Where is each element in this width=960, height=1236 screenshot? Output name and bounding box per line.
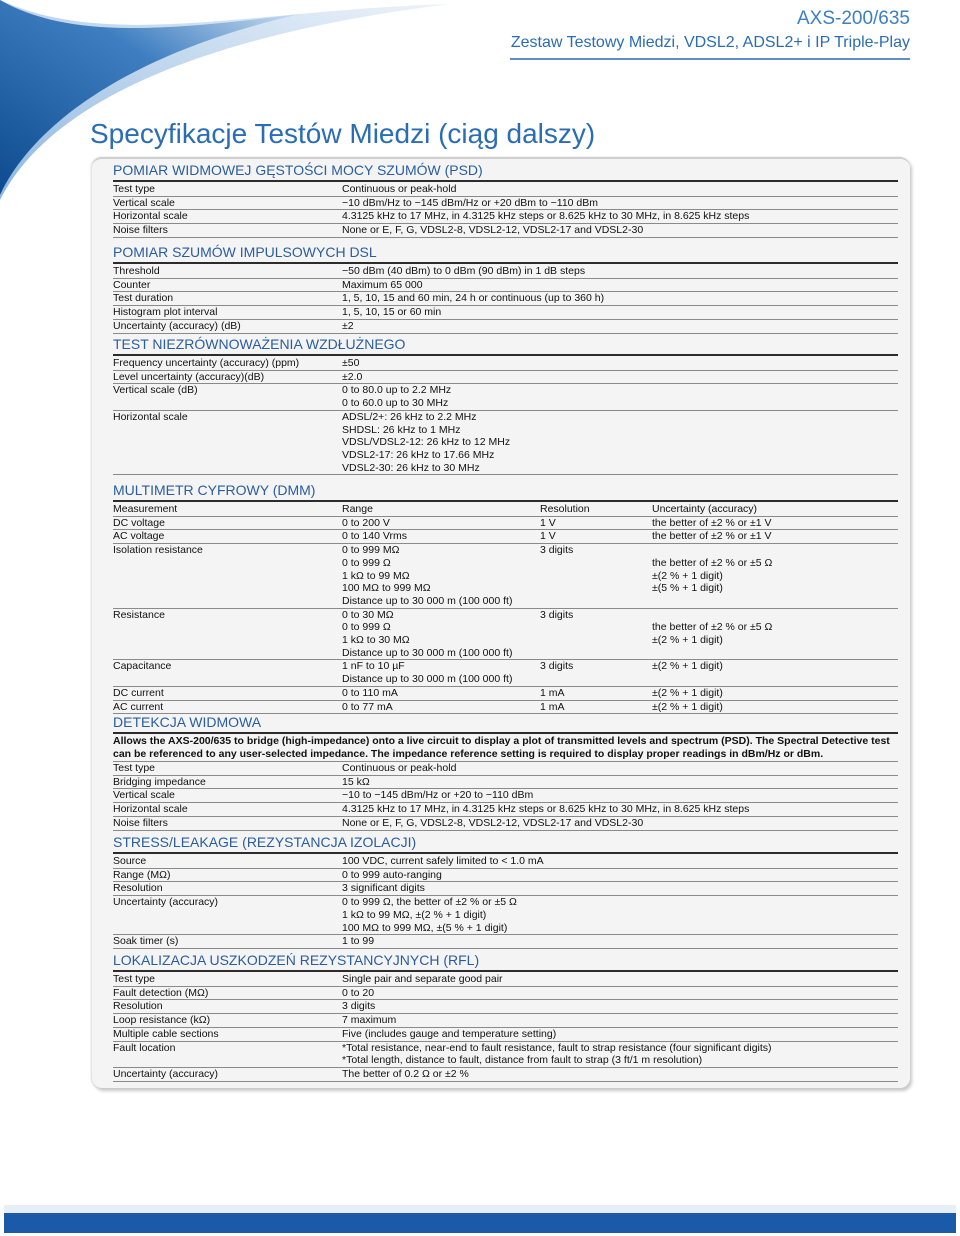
- spec-table: [113, 855, 898, 949]
- table-row: [113, 530, 898, 544]
- row-value: 1 to 99: [342, 935, 375, 948]
- table-row: [113, 411, 898, 476]
- table-row: [113, 224, 898, 238]
- section-heading: DETEKCJA WIDMOWA: [113, 712, 898, 734]
- rfl-section: [113, 950, 898, 1082]
- uncertainty-cell: ±(2 % + 1 digit): [652, 700, 723, 713]
- row-label: Resolution: [113, 882, 163, 895]
- table-row: [113, 687, 898, 701]
- table-row: [113, 544, 898, 609]
- table-row: [113, 789, 898, 803]
- row-value: 1, 5, 10, 15 and 60 min, 24 h or continuous (up to 360 h): [342, 292, 605, 305]
- table-row: [113, 973, 898, 987]
- section-heading: TEST NIEZRÓWNOWAŻENIA WZDŁUŻNEGO: [113, 334, 898, 356]
- table-row: [113, 869, 898, 883]
- table-row: [113, 183, 898, 197]
- row-value: ADSL/2+: 26 kHz to 2.2 MHz SHDSL: 26 kHz to 1 MHz VDSL/VDSL2-12: 26 kHz to 12 MHz VDSL2-17: 26 kHz to 17.66 MHz VDSL2-30: 26 kHz to 30 MHz: [342, 410, 511, 474]
- section-heading: LOKALIZACJA USZKODZEŃ REZYSTANCYJNYCH (RFL): [113, 950, 898, 972]
- resolution-cell: 3 digits: [540, 544, 574, 557]
- row-label: Bridging impedance: [113, 775, 206, 788]
- row-label: Level uncertainty (accuracy)(dB): [113, 370, 265, 383]
- row-label: Counter: [113, 278, 151, 291]
- resolution-cell: 3 digits: [540, 660, 574, 673]
- product-subtitle: Zestaw Testowy Miedzi, VDSL2, ADSL2+ i IP Triple-Play: [510, 34, 910, 51]
- table-row: [113, 817, 898, 831]
- row-label: Vertical scale: [113, 789, 175, 802]
- range-cell: 0 to 999 MΩ 0 to 999 Ω 1 kΩ to 99 MΩ 100 MΩ to 999 MΩ Distance up to 30 000 m (100 000 ft): [342, 544, 513, 607]
- table-header-row: [113, 503, 898, 517]
- row-value: *Total resistance, near-end to fault resistance, fault to strap resistance (four significant digits) *Total length, distance to fault, distance from fault to strap (3 ft/1 m resolution): [342, 1041, 772, 1067]
- table-row: [113, 517, 898, 531]
- row-label: Multiple cable sections: [113, 1027, 219, 1040]
- table-row: [113, 197, 898, 211]
- uncertainty-cell: ±(2 % + 1 digit): [652, 660, 723, 673]
- row-value: 0 to 80.0 up to 2.2 MHz 0 to 60.0 up to 30 MHz: [342, 384, 452, 410]
- spec-table: [113, 357, 898, 475]
- row-value: 0 to 20: [342, 986, 375, 999]
- row-value: Continuous or peak-hold: [342, 762, 457, 774]
- measurement-cell: Resistance: [113, 608, 165, 621]
- range-cell: 0 to 110 mA: [342, 686, 398, 699]
- table-row: [113, 776, 898, 790]
- table-row: [113, 855, 898, 869]
- table-row: [113, 265, 898, 279]
- section-intro: Allows the AXS-200/635 to bridge (high-impedance) onto a live circuit to display a plot of transmitted levels and spectrum (PSD). The Spectral Detective test can be referenced to any user-selected impedance. The impedance reference setting is required to display proper readings in dBm/Hz or dBm.: [113, 735, 898, 762]
- uncertainty-cell: the better of ±2 % or ±5 Ω ±(2 % + 1 digit): [652, 621, 773, 647]
- row-label: Uncertainty (accuracy): [113, 1067, 219, 1080]
- row-label: Vertical scale: [113, 196, 175, 209]
- measurement-cell: AC current: [113, 700, 164, 713]
- measurement-cell: DC voltage: [113, 516, 165, 529]
- uncertainty-cell: the better of ±2 % or ±5 Ω ±(2 % + 1 digit) ±(5 % + 1 digit): [652, 556, 773, 595]
- row-value: 0 to 999 auto-ranging: [342, 868, 442, 881]
- range-cell: 0 to 30 MΩ 0 to 999 Ω 1 kΩ to 30 MΩ Distance up to 30 000 m (100 000 ft): [342, 608, 513, 659]
- row-value: Five (includes gauge and temperature setting): [342, 1027, 557, 1040]
- row-label: Test type: [113, 183, 156, 195]
- table-row: [113, 762, 898, 776]
- row-label: Soak timer (s): [113, 935, 179, 948]
- row-value: The better of 0.2 Ω or ±2 %: [342, 1067, 469, 1080]
- row-value: 3 significant digits: [342, 882, 425, 895]
- measurement-cell: DC current: [113, 686, 164, 699]
- row-label: Fault location: [113, 1041, 176, 1054]
- table-row: [113, 896, 898, 935]
- row-value: None or E, F, G, VDSL2-8, VDSL2-12, VDSL2-17 and VDSL2-30: [342, 224, 644, 237]
- column-header: Uncertainty (accuracy): [652, 503, 758, 515]
- row-label: Noise filters: [113, 224, 168, 237]
- table-row: [113, 306, 898, 320]
- row-label: Fault detection (MΩ): [113, 986, 209, 999]
- row-value: ±50: [342, 357, 360, 369]
- spec-table: [113, 517, 898, 715]
- row-label: Horizontal scale: [113, 210, 188, 223]
- dmm-section: [113, 480, 898, 714]
- resolution-cell: 1 V: [540, 516, 556, 529]
- uncertainty-cell: the better of ±2 % or ±1 V: [652, 516, 772, 529]
- row-value: 0 to 999 Ω, the better of ±2 % or ±5 Ω 1 kΩ to 99 MΩ, ±(2 % + 1 digit) 100 MΩ to 999 MΩ, ±(5 % + 1 digit): [342, 896, 517, 934]
- row-value: 100 VDC, current safely limited to < 1.0 mA: [342, 855, 544, 867]
- table-row: [113, 320, 898, 334]
- row-value: 3 digits: [342, 1000, 376, 1013]
- table-row: [113, 1068, 898, 1082]
- column-header: Range: [342, 503, 373, 515]
- range-cell: 0 to 140 Vrms: [342, 530, 407, 543]
- row-value: 15 kΩ: [342, 775, 370, 788]
- row-value: Single pair and separate good pair: [342, 973, 503, 985]
- table-row: [113, 357, 898, 371]
- row-label: Histogram plot interval: [113, 306, 218, 319]
- impulse-noise-section: [113, 242, 898, 334]
- stress-leakage-section: [113, 832, 898, 949]
- row-value: None or E, F, G, VDSL2-8, VDSL2-12, VDSL2-17 and VDSL2-30: [342, 816, 644, 829]
- row-label: Test type: [113, 762, 156, 774]
- row-value: Maximum 65 000: [342, 278, 423, 291]
- spec-table: [113, 973, 898, 1082]
- table-row: [113, 1014, 898, 1028]
- section-heading: POMIAR SZUMÓW IMPULSOWYCH DSL: [113, 242, 898, 264]
- row-value: ±2.0: [342, 370, 363, 383]
- row-value: −50 dBm (40 dBm) to 0 dBm (90 dBm) in 1 dB steps: [342, 265, 586, 277]
- table-row: [113, 882, 898, 896]
- row-value: −10 dBm/Hz to −145 dBm/Hz or +20 dBm to −110 dBm: [342, 196, 599, 209]
- table-row: [113, 660, 898, 686]
- spec-table: [113, 762, 898, 831]
- measurement-cell: AC voltage: [113, 530, 165, 543]
- row-label: Threshold: [113, 265, 160, 277]
- row-label: Horizontal scale: [113, 803, 188, 816]
- table-row: [113, 609, 898, 661]
- row-label: Noise filters: [113, 816, 168, 829]
- table-row: [113, 279, 898, 293]
- header-divider: [510, 58, 910, 60]
- spec-table: [113, 183, 898, 238]
- section-heading: POMIAR WIDMOWEJ GĘSTOŚCI MOCY SZUMÓW (PSD): [113, 160, 898, 182]
- page-title: Specyfikacje Testów Miedzi (ciąg dalszy): [90, 118, 596, 149]
- product-name: AXS-200/635: [796, 8, 910, 29]
- row-label: Uncertainty (accuracy) (dB): [113, 319, 241, 332]
- resolution-cell: 3 digits: [540, 608, 574, 621]
- section-heading: MULTIMETR CYFROWY (DMM): [113, 480, 898, 502]
- table-row: [113, 935, 898, 949]
- table-row: [113, 1042, 898, 1068]
- range-cell: 0 to 200 V: [342, 516, 390, 529]
- table-row: [113, 292, 898, 306]
- row-value: 4.3125 kHz to 17 MHz, in 4.3125 kHz steps or 8.625 kHz to 30 MHz, in 8.625 kHz steps: [342, 210, 750, 223]
- table-row: [113, 803, 898, 817]
- longitudinal-balance-section: [113, 334, 898, 475]
- row-value: 7 maximum: [342, 1014, 397, 1027]
- column-header: Measurement: [113, 503, 178, 515]
- table-row: [113, 384, 898, 410]
- row-label: Range (MΩ): [113, 868, 171, 881]
- row-value: 4.3125 kHz to 17 MHz, in 4.3125 kHz steps or 8.625 kHz to 30 MHz, in 8.625 kHz steps: [342, 803, 750, 816]
- uncertainty-cell: ±(2 % + 1 digit): [652, 686, 723, 699]
- range-cell: 0 to 77 mA: [342, 700, 393, 713]
- row-label: Source: [113, 855, 147, 867]
- resolution-cell: 1 mA: [540, 686, 565, 699]
- row-value: Continuous or peak-hold: [342, 183, 457, 195]
- row-value: −10 to −145 dBm/Hz or +20 to −110 dBm: [342, 789, 534, 802]
- resolution-cell: 1 mA: [540, 700, 565, 713]
- table-row: [113, 210, 898, 224]
- table-row: [113, 1028, 898, 1042]
- row-value: 1, 5, 10, 15 or 60 min: [342, 306, 442, 319]
- row-label: Test duration: [113, 292, 174, 305]
- range-cell: 1 nF to 10 µF Distance up to 30 000 m (100 000 ft): [342, 660, 513, 686]
- measurement-cell: Capacitance: [113, 660, 172, 673]
- row-label: Horizontal scale: [113, 410, 188, 423]
- table-row: [113, 371, 898, 385]
- measurement-cell: Isolation resistance: [113, 544, 203, 557]
- uncertainty-cell: the better of ±2 % or ±1 V: [652, 530, 772, 543]
- row-label: Test type: [113, 973, 156, 985]
- footer-band-light: [4, 1205, 956, 1213]
- resolution-cell: 1 V: [540, 530, 556, 543]
- table-row: [113, 987, 898, 1001]
- spec-table: [113, 265, 898, 334]
- footer-bar: [4, 1213, 956, 1233]
- row-label: Vertical scale (dB): [113, 384, 198, 397]
- row-value: ±2: [342, 319, 354, 332]
- table-row: [113, 1000, 898, 1014]
- row-label: Resolution: [113, 1000, 163, 1013]
- column-header: Resolution: [540, 503, 590, 515]
- row-label: Uncertainty (accuracy): [113, 896, 219, 909]
- psd-section: [113, 160, 898, 238]
- section-heading: STRESS/LEAKAGE (REZYSTANCJA IZOLACJI): [113, 832, 898, 854]
- row-label: Frequency uncertainty (accuracy) (ppm): [113, 357, 300, 369]
- spectral-detective-section: [113, 712, 898, 831]
- row-label: Loop resistance (kΩ): [113, 1014, 211, 1027]
